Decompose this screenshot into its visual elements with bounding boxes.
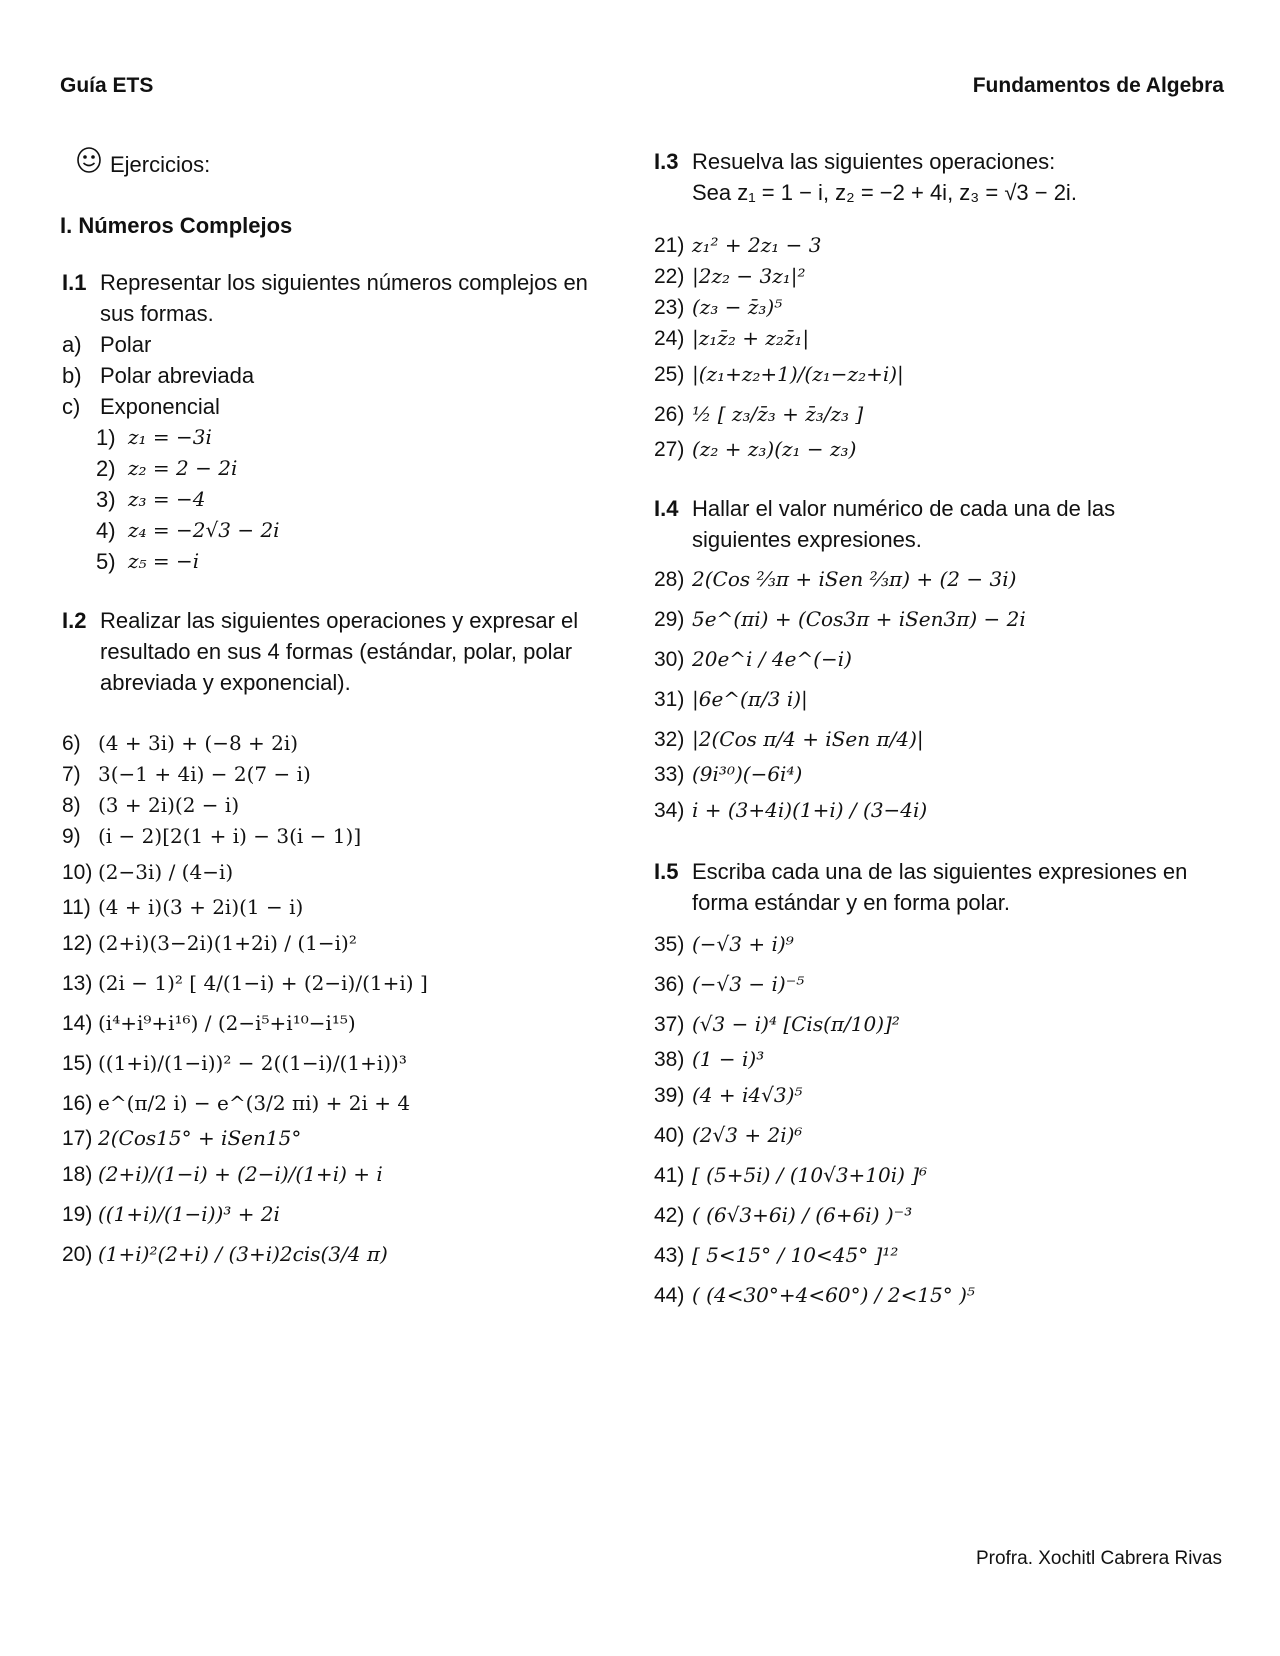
- list-item: 7) 3(−1 + 4i) − 2(7 − i): [62, 762, 311, 786]
- list-item: 14) (i⁴+i⁹+i¹⁶) / (2−i⁵+i¹⁰−i¹⁵): [62, 1010, 356, 1035]
- right-column: [654, 146, 1234, 1315]
- list-item: 4) z₄ = −2√3 − 2i: [96, 518, 280, 543]
- i1-item-list: [96, 422, 622, 577]
- list-item: 42) ( (6√3+6i) / (6+6i) )⁻³: [654, 1202, 913, 1227]
- exercise-text: Realizar las siguientes operaciones y expresar el: [100, 608, 579, 633]
- list-item: 38) (1 − i)³: [654, 1047, 765, 1071]
- list-item: 21) z₁² + 2z₁ − 3: [654, 233, 822, 257]
- exercise-text: forma estándar y en forma polar.: [692, 890, 1010, 915]
- list-item: 29) 5e^(πi) + (Cos3π + iSen3π) − 2i: [654, 606, 1026, 631]
- option-item: a) Polar: [62, 332, 152, 357]
- exercise-text: siguientes expresiones.: [692, 527, 922, 552]
- section-title: I. Números Complejos: [60, 213, 293, 238]
- list-item: 17) 2(Cos15° + iSen15°: [62, 1126, 302, 1150]
- exercise-text: resultado en sus 4 formas (estándar, polar, polar: [100, 639, 573, 664]
- header-right-title: Fundamentos de Algebra: [972, 74, 1224, 97]
- exercise-text: abreviada y exponencial).: [100, 670, 351, 695]
- list-item: 12) (2+i)(3−2i)(1+2i) / (1−i)²: [62, 930, 357, 955]
- left-column: [62, 146, 622, 1274]
- exercise-number: I.5: [654, 859, 679, 884]
- exercise-i2-heading: [62, 605, 622, 698]
- list-item: 16) e^(π/2 i) − e^(3/2 πi) + 2i + 4: [62, 1090, 411, 1115]
- list-item: 35) (−√3 + i)⁹: [654, 931, 794, 956]
- header-left-title: Guía ETS: [60, 74, 154, 97]
- list-item: 9) (i − 2)[2(1 + i) − 3(i − 1)]: [62, 824, 362, 848]
- list-item: 24) |z₁z̄₂ + z₂z̄₁|: [654, 326, 810, 350]
- i2-item-list: [62, 728, 622, 1274]
- list-item: 11) (4 + i)(3 + 2i)(1 − i): [62, 895, 304, 919]
- ejercicios-heading: [76, 146, 622, 182]
- list-item: 23) (z₃ − z̄₃)⁵: [654, 295, 783, 319]
- list-item: 44) ( (4<30°+4<60°) / 2<15° )⁵: [654, 1282, 975, 1307]
- exercise-number: I.2: [62, 608, 87, 633]
- list-item: 1) z₁ = −3i: [96, 425, 212, 450]
- exercise-text: Representar los siguientes números complejos en: [100, 270, 588, 295]
- list-item: 25) |(z₁+z₂+1)/(z₁−z₂+i)|: [654, 361, 904, 386]
- i3-item-list: [654, 230, 1234, 465]
- exercise-i4-heading: [654, 493, 1234, 555]
- exercise-text: Sea z₁ = 1 − i, z₂ = −2 + 4i, z₃ = √3 − 2i.: [692, 180, 1077, 205]
- list-item: 8) (3 + 2i)(2 − i): [62, 793, 240, 817]
- exercise-i5-heading: [654, 856, 1234, 918]
- list-item: 32) |2(Cos π/4 + iSen π/4)|: [654, 726, 924, 751]
- list-item: 6) (4 + 3i) + (−8 + 2i): [62, 731, 299, 755]
- list-item: 31) |6e^(π/3 i)|: [654, 686, 808, 711]
- list-item: 41) [ (5+5i) / (10√3+10i) ]⁶: [654, 1162, 928, 1187]
- exercise-text: sus formas.: [100, 301, 214, 326]
- exercise-i3-heading: [654, 146, 1234, 208]
- list-item: 3) z₃ = −4: [96, 487, 206, 512]
- ejercicios-label: Ejercicios:: [110, 151, 211, 177]
- list-item: 15) ((1+i)/(1−i))² − 2((1−i)/(1+i))³: [62, 1050, 407, 1075]
- list-item: 26) ½ [ z₃/z̄₃ + z̄₃/z₃ ]: [654, 401, 864, 426]
- list-item: 13) (2i − 1)² [ 4/(1−i) + (2−i)/(1+i) ]: [62, 970, 428, 995]
- list-item: 18) (2+i)/(1−i) + (2−i)/(1+i) + i: [62, 1161, 383, 1186]
- list-item: 43) [ 5<15° / 10<45° ]¹²: [654, 1242, 899, 1267]
- form-options: [62, 329, 622, 422]
- option-item: b) Polar abreviada: [62, 363, 255, 388]
- exercise-number: I.1: [62, 270, 87, 295]
- list-item: 22) |2z₂ − 3z₁|²: [654, 264, 806, 288]
- list-item: 27) (z₂ + z₃)(z₁ − z₃): [654, 437, 857, 461]
- list-item: 34) i + (3+4i)(1+i) / (3−4i): [654, 797, 928, 822]
- list-item: 2) z₂ = 2 − 2i: [96, 456, 238, 481]
- exercise-number: I.3: [654, 149, 679, 174]
- list-item: 19) ((1+i)/(1−i))³ + 2i: [62, 1201, 280, 1226]
- option-item: c) Exponencial: [62, 394, 220, 419]
- exercise-text: Escriba cada una de las siguientes expresiones en: [692, 859, 1188, 884]
- exercise-text: Resuelva las siguientes operaciones:: [692, 149, 1056, 174]
- list-item: 40) (2√3 + 2i)⁶: [654, 1122, 803, 1147]
- list-item: 36) (−√3 − i)⁻⁵: [654, 971, 805, 996]
- list-item: 20) (1+i)²(2+i) / (3+i)2cis(3/4 π): [62, 1241, 388, 1266]
- exercise-text: Hallar el valor numérico de cada una de las: [692, 496, 1116, 521]
- list-item: 33) (9i³⁰)(−6i⁴): [654, 762, 803, 786]
- list-item: 30) 20e^i / 4e^(−i): [654, 646, 852, 671]
- list-item: 28) 2(Cos ⅔π + iSen ⅔π) + (2 − 3i): [654, 566, 1017, 591]
- exercise-i1-heading: [62, 267, 622, 329]
- smiley-icon: [76, 146, 102, 182]
- footer-author: Profra. Xochitl Cabrera Rivas: [975, 1548, 1222, 1569]
- i4-item-list: [654, 559, 1234, 830]
- list-item: 10) (2−3i) / (4−i): [62, 859, 234, 884]
- list-item: 37) (√3 − i)⁴ [Cis(π/10)]²: [654, 1011, 900, 1036]
- i5-item-list: [654, 924, 1234, 1315]
- list-item: 5) z₅ = −i: [96, 549, 200, 574]
- exercise-number: I.4: [654, 496, 679, 521]
- list-item: 39) (4 + i4√3)⁵: [654, 1082, 803, 1107]
